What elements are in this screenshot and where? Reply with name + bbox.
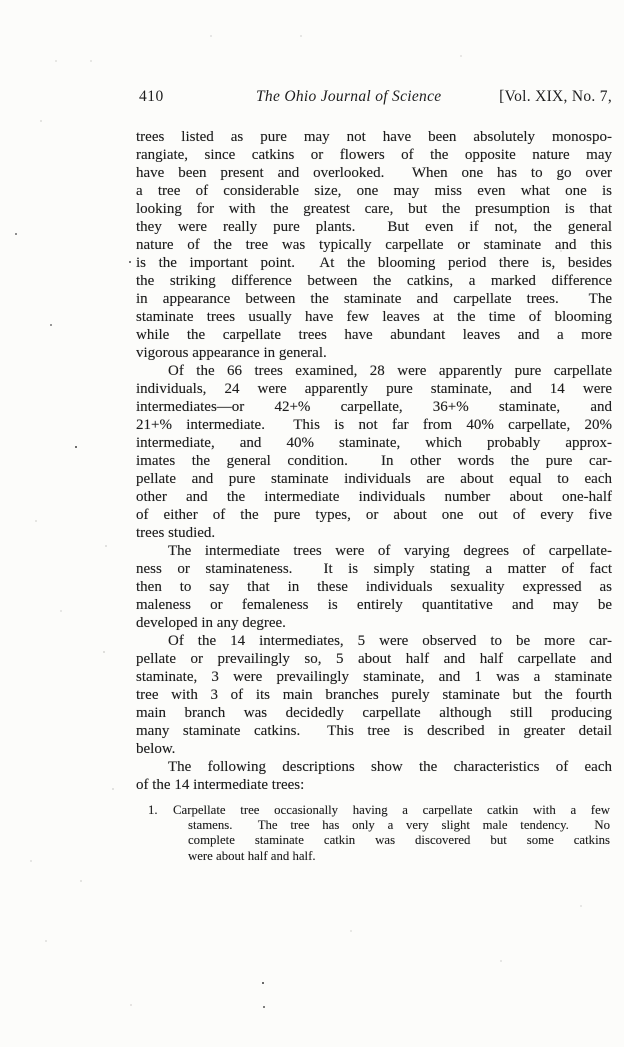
text-line: individuals, 24 were apparently pure staminate, and 14 were	[136, 381, 612, 397]
text-line: tree with 3 of its main branches purely staminate but the fourth	[136, 687, 612, 703]
text-line: Carpellate tree occasionally having a carpellate catkin with a few	[173, 803, 610, 817]
text-line: while the carpellate trees have abundant leaves and a more	[136, 327, 612, 343]
volume-info: [Vol. XIX, No. 7,	[499, 88, 612, 105]
text-line: Of the 66 trees examined, 28 were apparently pure carpellate	[168, 363, 612, 379]
text-line: other and the intermediate individuals number about one-half	[136, 489, 612, 505]
scan-speckle-artifacts	[0, 0, 2, 2]
text-line: pellate or prevailingly so, 5 about half and half carpellate and	[136, 651, 612, 667]
text-line: below.	[136, 741, 176, 757]
page-number: 410	[139, 88, 164, 105]
text-line: the striking difference between the catkins, a marked difference	[136, 273, 612, 289]
text-line: in appearance between the staminate and carpellate trees. The	[136, 291, 612, 307]
list-item-number: 1.	[148, 803, 158, 817]
text-line: maleness or femaleness is entirely quantitative and may be	[136, 597, 612, 613]
text-line: a tree of considerable size, one may miss even what one is	[136, 183, 612, 199]
text-line: were about half and half.	[188, 848, 316, 863]
text-line: they were really pure plants. But even if not, the general	[136, 219, 612, 235]
text-line: then to say that in these individuals sexuality expressed as	[136, 579, 612, 595]
text-line: staminate, 3 were prevailingly staminate, and 1 was a staminate	[136, 669, 612, 685]
intermediate-tree-descriptions	[148, 803, 610, 864]
paragraph	[136, 128, 612, 362]
list-item	[148, 803, 610, 864]
paragraph	[136, 758, 612, 794]
text-line: trees studied.	[136, 525, 216, 541]
text-line: main branch was decidedly carpellate although still producing	[136, 705, 612, 721]
running-header	[136, 88, 612, 108]
journal-title: The Ohio Journal of Science	[256, 88, 442, 105]
text-line: trees listed as pure may not have been absolutely monospo-	[136, 129, 612, 145]
text-line: of either of the pure types, or about one out of every five	[136, 507, 612, 523]
text-line: intermediate, and 40% staminate, which probably approx-	[136, 435, 612, 451]
text-line: vigorous appearance in general.	[136, 345, 327, 361]
text-line: complete staminate catkin was discovered but some catkins	[188, 833, 610, 848]
text-line: 21+% intermediate. This is not far from 40% carpellate, 20%	[136, 417, 612, 433]
text-line: pellate and pure staminate individuals are about equal to each	[136, 471, 612, 487]
text-line: looking for with the greatest care, but the presumption is that	[136, 201, 612, 217]
text-line: stamens. The tree has only a very slight male tendency. No	[188, 818, 610, 833]
text-line: rangiate, since catkins or flowers of the opposite nature may	[136, 147, 612, 163]
text-line: developed in any degree.	[136, 615, 286, 631]
text-line: of the 14 intermediate trees:	[136, 777, 305, 793]
text-line: ness or staminateness. It is simply stating a matter of fact	[136, 561, 612, 577]
paragraph	[136, 542, 612, 632]
text-line: imates the general condition. In other words the pure car-	[136, 453, 612, 469]
text-line: staminate trees usually have few leaves at the time of blooming	[136, 309, 612, 325]
text-line: The intermediate trees were of varying degrees of carpellate-	[168, 543, 612, 559]
article-body	[136, 128, 612, 794]
text-line: nature of the tree was typically carpellate or staminate and this	[136, 237, 612, 253]
paragraph	[136, 362, 612, 542]
text-line: have been present and overlooked. When one has to go over	[136, 165, 612, 181]
text-line: many staminate catkins. This tree is described in greater detail	[136, 723, 612, 739]
paragraph	[136, 632, 612, 758]
text-line: intermediates—or 42+% carpellate, 36+% staminate, and	[136, 399, 612, 415]
text-line: is the important point. At the blooming period there is, besides	[136, 255, 612, 271]
text-line: Of the 14 intermediates, 5 were observed to be more car-	[168, 633, 612, 649]
text-line: The following descriptions show the characteristics of each	[168, 759, 612, 775]
